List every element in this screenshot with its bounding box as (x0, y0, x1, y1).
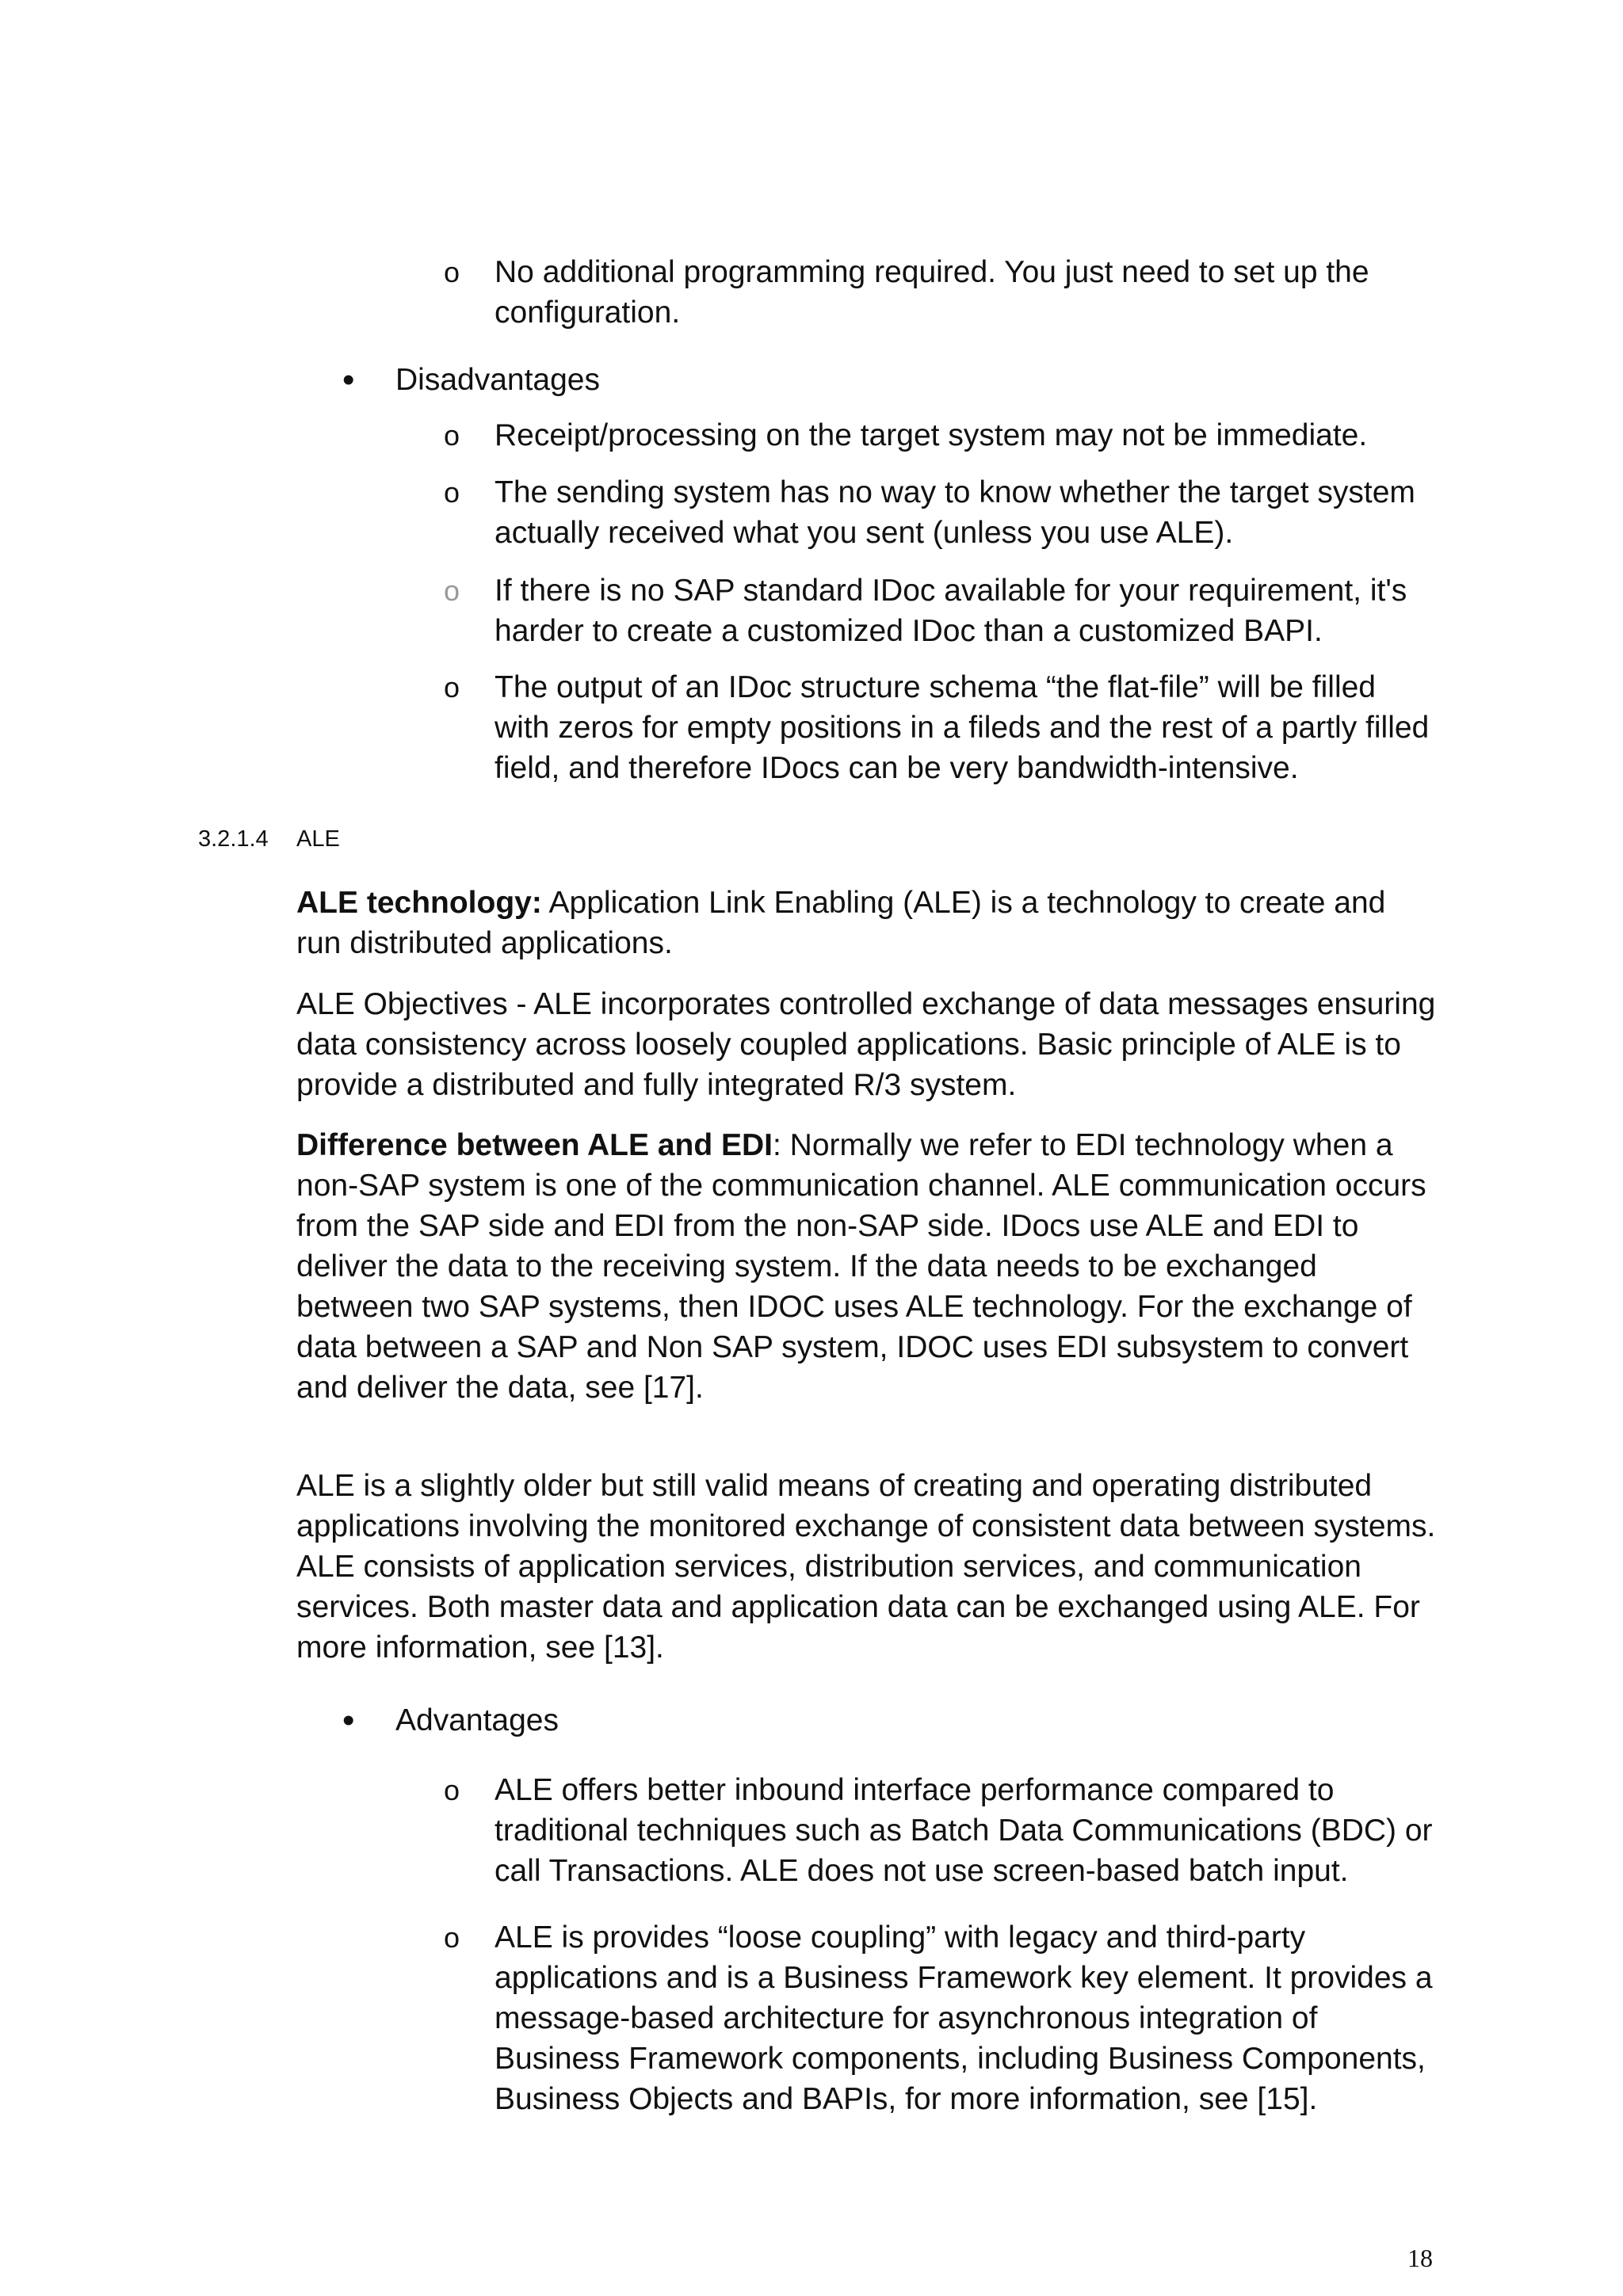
list-item-advantage-1: ALE offers better inbound interface performance compared to traditional techniques such as Batch Data Communications (BDC) or call Transactions. ALE does not use screen-based batch input. (495, 1773, 1433, 1888)
list-item-disadvantage-4: The output of an IDoc structure schema “the flat-file” will be filled with zeros for empty positions in a fileds and the rest of a partly filled field, and therefore IDocs can be very bandwidth-intensive. (495, 670, 1430, 785)
bullet-marker-advantages: • (342, 1701, 355, 1740)
page-number: 18 (1407, 2244, 1433, 2272)
list-item-no-additional-programming: No additional programming required. You just need to set up the configuration. (495, 255, 1369, 330)
list-item-disadvantage-2: The sending system has no way to know whether the target system actually received what you sent (unless you use ALE). (495, 475, 1415, 550)
bullet-marker-disadvantages: • (342, 360, 355, 399)
ale-technology-text: Application Link Enabling (ALE) is a technology to create and run distributed applications. (296, 886, 1386, 960)
advantages-label: Advantages (395, 1703, 559, 1737)
sub-bullet-marker: o (444, 419, 460, 452)
difference-term: Difference between ALE and EDI (296, 1128, 773, 1162)
sub-bullet-marker: o (444, 256, 460, 288)
paragraph-difference-ale-edi (296, 1125, 1438, 1408)
paragraph-ale-objectives: ALE Objectives - ALE incorporates controlled exchange of data messages ensuring data consistency across loosely coupled applications. Basic principle of ALE is to provide a distributed and fully integrated R/3 system. (296, 987, 1436, 1102)
sub-bullet-marker: o (444, 1774, 460, 1806)
section-number: 3.2.1.4 (198, 826, 269, 852)
difference-text: : Normally we refer to EDI technology when a non-SAP system is one of the communication channel. ALE communication occurs from the SAP side and EDI from the non-SAP side. IDocs use ALE and EDI to deliver the data to the receiving system. If the data needs to be exchanged between two SAP systems, then IDOC uses ALE technology. For the exchange of data between a SAP and Non SAP system, IDOC uses EDI subsystem to convert and deliver the data, see [17]. (296, 1128, 1426, 1405)
disadvantages-label: Disadvantages (395, 363, 600, 397)
section-title: ALE (296, 826, 340, 852)
paragraph-ale-overview: ALE is a slightly older but still valid means of creating and operating distributed applications involving the monitored exchange of consistent data between systems. ALE consists of application services, distribution services, and communication services. Both master data and application data can be exchanged using ALE. For more information, see [13]. (296, 1469, 1436, 1665)
ale-technology-term: ALE technology: (296, 886, 542, 920)
sub-bullet-marker: o (444, 574, 460, 607)
list-item-disadvantage-1: Receipt/processing on the target system may not be immediate. (495, 418, 1368, 452)
list-item-advantage-2: ALE is provides “loose coupling” with legacy and third-party applications and is a Business Framework key element. It provides a message-based architecture for asynchronous integration of Business Framework components, including Business Components, Business Objects and BAPIs, for more information, see [15]. (495, 1920, 1433, 2116)
sub-bullet-marker: o (444, 1921, 460, 1954)
sub-bullet-marker: o (444, 476, 460, 509)
list-item-disadvantage-3: If there is no SAP standard IDoc available for your requirement, it's harder to create a customized IDoc than a customized BAPI. (495, 574, 1407, 648)
paragraph-ale-technology (296, 883, 1438, 963)
sub-bullet-marker: o (444, 671, 460, 704)
